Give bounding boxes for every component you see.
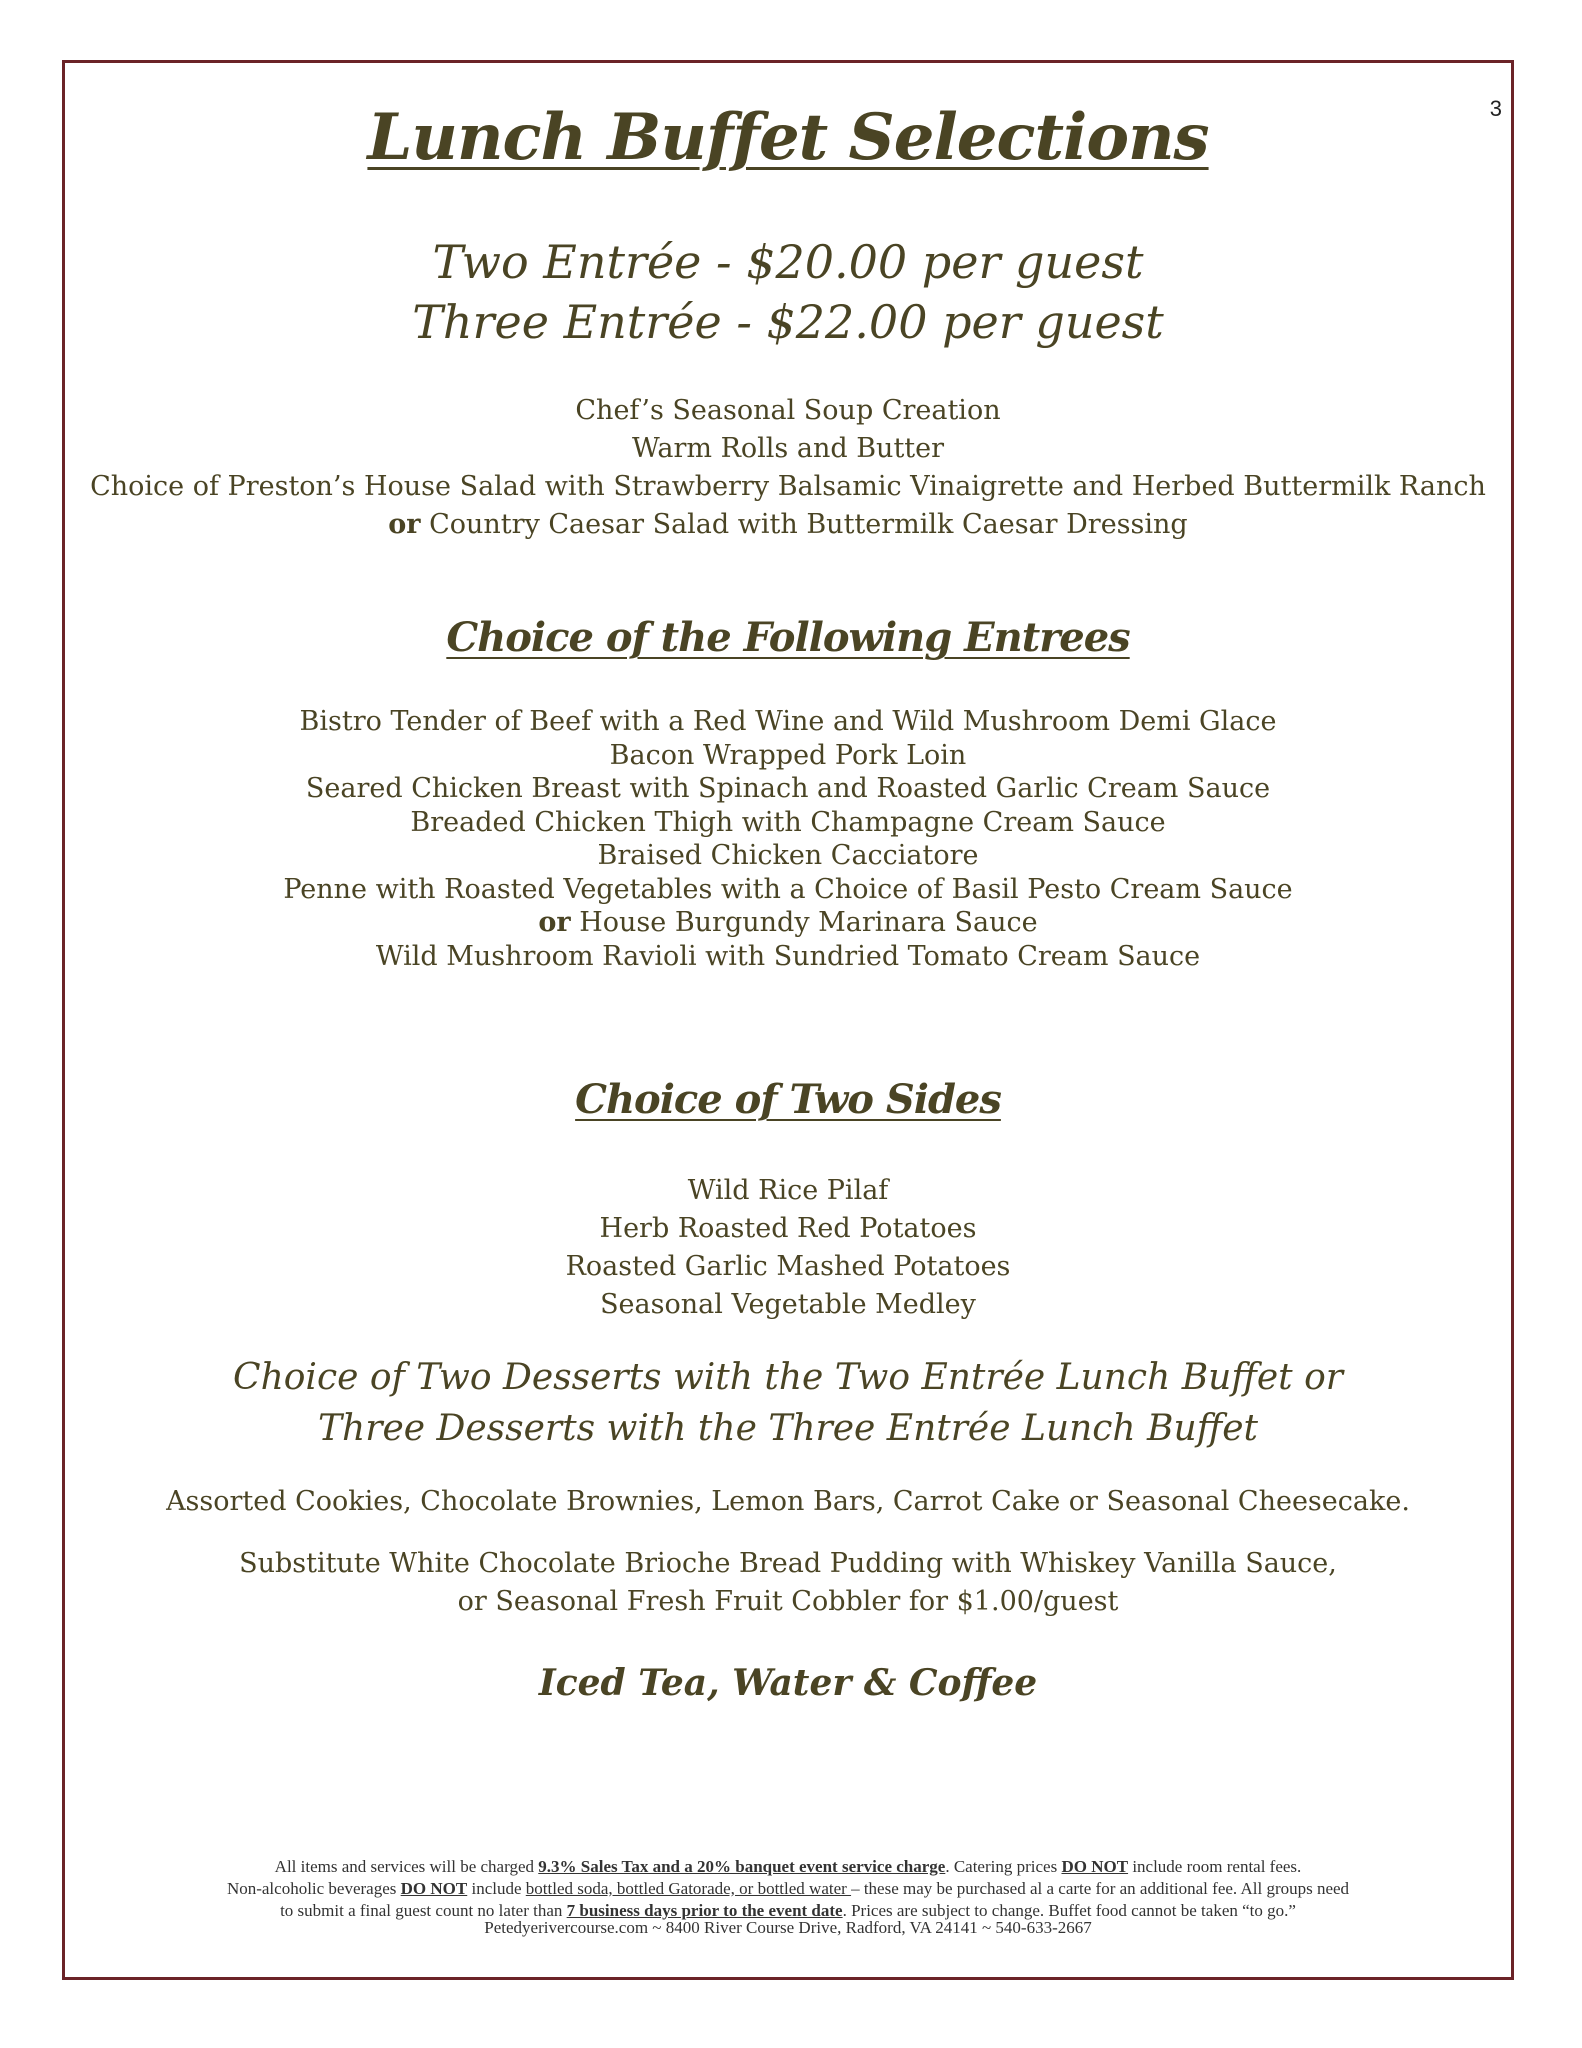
price-three-entree: Three Entrée - $22.00 per guest	[412, 295, 1164, 349]
desserts-heading-line2: Three Desserts with the Three Entrée Lunch Buffet	[318, 1408, 1258, 1449]
footer-line-2	[62, 1878, 1514, 1900]
footer-text: All items and services will be charged	[274, 1857, 539, 1876]
list-item	[62, 906, 1514, 940]
do-not-text: DO NOT	[1061, 1857, 1129, 1876]
list-item: Penne with Roasted Vegetables with a Choice of Basil Pesto Cream Sauce	[283, 873, 1293, 905]
entrees-list	[62, 705, 1514, 973]
or-word: or	[388, 509, 421, 540]
list-item: Seared Chicken Breast with Spinach and Roasted Garlic Cream Sauce	[305, 773, 1271, 804]
list-item: Wild Mushroom Ravioli with Sundried Tomato Cream Sauce	[375, 940, 1201, 972]
substitute-line1: Substitute White Chocolate Brioche Bread Pudding with Whiskey Vanilla Sauce,	[239, 1548, 1337, 1579]
substitute-line2: or Seasonal Fresh Fruit Cobbler for $1.00/guest	[457, 1586, 1119, 1617]
starters-list	[62, 392, 1514, 544]
dessert-list: Assorted Cookies, Chocolate Brownies, Lemon Bars, Carrot Cake or Seasonal Cheesecake.	[166, 1486, 1410, 1517]
deadline-text: 7 business days prior to the event date	[566, 1901, 843, 1920]
page-title: Lunch Buffet Selections	[367, 100, 1209, 175]
footer-text: Non-alcoholic beverages	[226, 1879, 401, 1898]
dessert-substitute	[62, 1545, 1514, 1621]
list-item: Herb Roasted Red Potatoes	[599, 1213, 977, 1244]
sides-heading: Choice of Two Sides	[575, 1076, 1001, 1123]
salad-choice-item: Choice of Preston’s House Salad with Strawberry Balsamic Vinaigrette and Herbed Buttermilk Ranch	[90, 471, 1486, 502]
footer-contact: Petedyerivercourse.com ~ 8400 River Course Drive, Radford, VA 24141 ~ 540-633-2667	[484, 1918, 1092, 1937]
footer-text: to submit a final guest count no later than	[280, 1901, 567, 1920]
list-item: Braised Chicken Cacciatore	[597, 840, 979, 871]
page-number: 3	[1489, 96, 1502, 121]
caesar-text: Country Caesar Salad with Buttermilk Caesar Dressing	[420, 509, 1188, 540]
footer-text: . Catering prices	[945, 1857, 1062, 1876]
list-item: Roasted Garlic Mashed Potatoes	[565, 1251, 1011, 1282]
rolls-item: Warm Rolls and Butter	[631, 433, 945, 464]
price-two-entree: Two Entrée - $20.00 per guest	[432, 235, 1144, 289]
entrees-heading: Choice of the Following Entrees	[446, 614, 1130, 661]
do-not-text: DO NOT	[400, 1879, 468, 1898]
footer-text: include	[467, 1879, 526, 1898]
caesar-item	[62, 506, 1514, 544]
list-item: Bacon Wrapped Pork Loin	[609, 739, 967, 771]
desserts-heading	[62, 1352, 1514, 1454]
footer-line-1	[62, 1856, 1514, 1878]
tax-charge-text: 9.3% Sales Tax and a 20% banquet event service charge	[538, 1857, 946, 1876]
list-item: Bistro Tender of Beef with a Red Wine and Wild Mushroom Demi Glace	[299, 706, 1277, 737]
marinara-text: House Burgundy Marinara Sauce	[570, 907, 1038, 938]
soup-item: Chef’s Seasonal Soup Creation	[575, 395, 1001, 426]
beverages: Iced Tea, Water & Coffee	[538, 1662, 1038, 1704]
list-item: Seasonal Vegetable Medley	[600, 1289, 976, 1320]
bottled-drinks-text: bottled soda, bottled Gatorade, or bottled water	[525, 1879, 852, 1898]
or-word: or	[538, 907, 571, 938]
footer-text: include room rental fees.	[1128, 1857, 1302, 1876]
footer-text: – these may be purchased al a carte for an additional fee. All groups need	[851, 1879, 1350, 1898]
desserts-heading-line1: Choice of Two Desserts with the Two Entrée Lunch Buffet or	[233, 1357, 1343, 1398]
list-item: Breaded Chicken Thigh with Champagne Cream Sauce	[410, 806, 1166, 838]
sides-list	[62, 1172, 1514, 1324]
footer-notes	[62, 1856, 1514, 1922]
list-item: Wild Rice Pilaf	[687, 1175, 889, 1206]
footer-text: . Prices are subject to change. Buffet food cannot be taken “to go.”	[842, 1901, 1296, 1920]
